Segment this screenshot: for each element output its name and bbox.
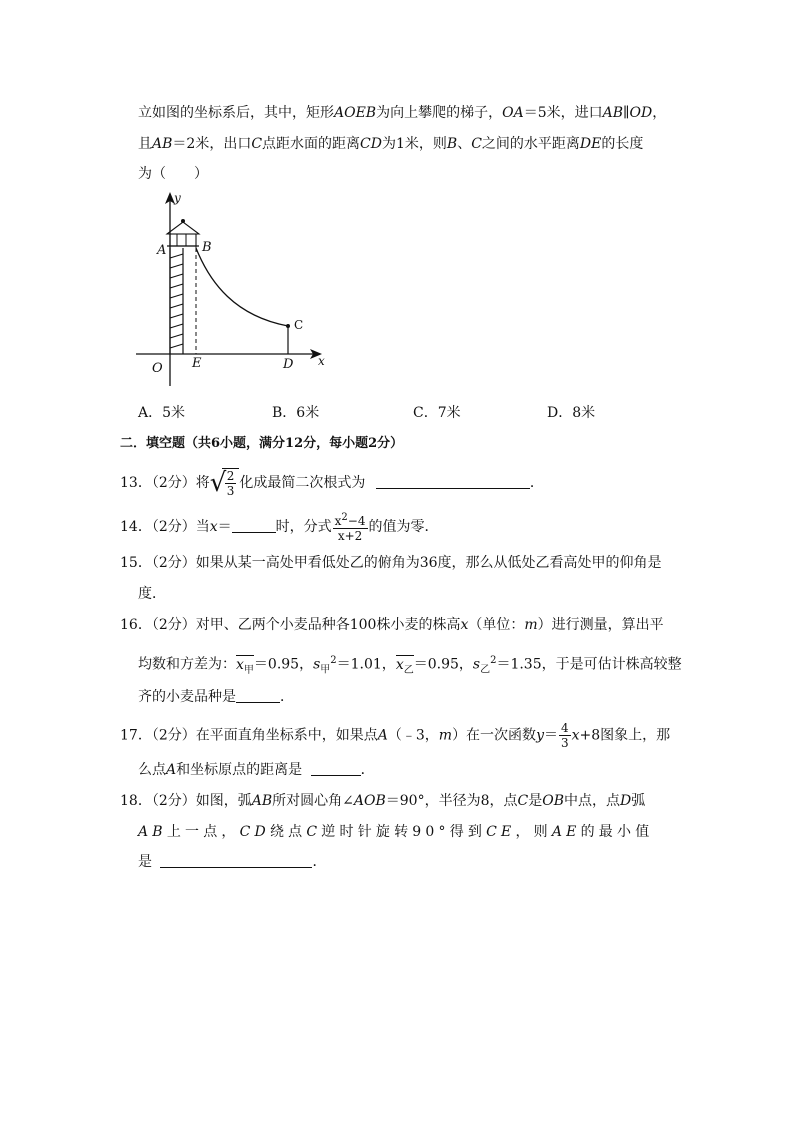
q16-text: ）进行测量，算出平 xyxy=(537,617,664,633)
q12-var: AOEB xyxy=(334,105,377,121)
ladder-figure xyxy=(130,188,340,388)
q16-var: s xyxy=(472,656,481,673)
option-d[interactable]: D．8米 xyxy=(547,405,596,421)
q17-text: ． xyxy=(360,762,375,778)
q17-text: 17．（2分）在平面直角坐标系中，如果点 xyxy=(120,727,378,744)
question-18-line1 xyxy=(120,791,645,811)
question-14 xyxy=(120,511,439,543)
q17-text: +8图象上，那 xyxy=(579,727,671,744)
q16-var: x xyxy=(236,656,244,673)
q17-var: x xyxy=(571,727,580,744)
q16-sup: 2 xyxy=(490,655,497,666)
label-x: x xyxy=(318,354,325,368)
q13-end: ． xyxy=(529,475,544,491)
q14-text: 时，分式 xyxy=(275,519,332,535)
frac-den: 3 xyxy=(560,736,569,750)
q18-var: CD xyxy=(239,824,270,840)
q18-var: D xyxy=(619,793,632,809)
q16-text: 16．（2分）对甲、乙两个小麦品种各100株小麦的株高 xyxy=(120,617,461,633)
q16-text: ＝0.95， xyxy=(413,656,473,673)
q18-text: 绕点 xyxy=(269,824,307,840)
q12-text: 之间的水平距离 xyxy=(481,136,580,152)
frac-den: 3 xyxy=(226,484,235,498)
q12-var: DE xyxy=(579,136,602,152)
frac-num: −4 xyxy=(347,514,366,528)
q18-text: 中点，点 xyxy=(563,793,620,809)
q18-var: AB xyxy=(251,793,273,809)
answer-blank-18[interactable] xyxy=(160,853,312,868)
question-16-line3 xyxy=(138,687,294,707)
frac-num: 4 xyxy=(560,721,569,735)
q18-text: 18．（2分）如图，弧 xyxy=(120,793,252,809)
q16-var: x xyxy=(460,617,469,633)
point-c xyxy=(286,324,290,328)
q13-suffix: 化成最简二次根式为 xyxy=(239,475,366,491)
q12-text: ＝5米，进口 xyxy=(523,105,603,121)
q12-var: OA xyxy=(502,105,524,121)
q16-text: （单位： xyxy=(468,617,525,633)
question-18-line3 xyxy=(138,852,326,872)
q12-line2 xyxy=(138,134,643,154)
label-a: A xyxy=(157,243,167,258)
option-b[interactable]: B．6米 xyxy=(272,405,320,421)
frac-num: x xyxy=(334,514,342,528)
q18-var: C xyxy=(306,824,322,840)
q12-var: AB xyxy=(152,136,173,152)
q16-text: ＝0.95， xyxy=(253,656,314,673)
q12-var: C xyxy=(471,136,482,152)
q17-text: 和坐标原点的距离是 xyxy=(176,762,303,778)
slide-curve xyxy=(196,248,288,326)
frac-num: 2 xyxy=(226,469,235,483)
label-b: B xyxy=(202,240,212,255)
q18-text: 的最小值 xyxy=(580,824,654,840)
q16-sup: 2 xyxy=(330,655,337,666)
answer-blank-14[interactable] xyxy=(232,518,276,533)
answer-blank-16[interactable] xyxy=(236,688,280,703)
q16-var: s xyxy=(313,656,321,673)
q12-text: 立如图的坐标系后，其中，矩形 xyxy=(138,105,334,121)
q16-sub: 甲 xyxy=(320,664,331,676)
q17-text: （﹣3， xyxy=(387,727,439,744)
q18-text: ，则 xyxy=(515,824,552,840)
label-e: E xyxy=(192,356,202,371)
q16-text: ＝1.01， xyxy=(336,656,396,673)
ladder-rungs xyxy=(170,254,183,348)
question-18-line2 xyxy=(138,822,653,842)
q18-text: 弧 xyxy=(631,793,646,809)
option-a[interactable]: A．5米 xyxy=(138,405,186,421)
xbar-jia xyxy=(236,655,254,676)
q12-line3: 为（ ） xyxy=(138,166,208,182)
q12-text: 、 xyxy=(457,136,472,152)
q18-text: 逆时针旋转90°得到 xyxy=(321,824,487,840)
q14-var: x xyxy=(209,519,218,535)
q17-var: A xyxy=(166,762,177,778)
q12-var: B xyxy=(446,136,458,152)
fraction xyxy=(559,721,571,750)
q12-text: 为1米，则 xyxy=(381,136,447,152)
label-d: D xyxy=(283,357,294,372)
q16-sub: 甲 xyxy=(243,664,254,676)
sqrt-expression: √ $\frac{2}{3}$ xyxy=(210,468,240,498)
q17-text: ＝ xyxy=(543,727,558,744)
answer-blank-13[interactable] xyxy=(376,474,530,489)
question-13 xyxy=(120,468,544,498)
q12-text: 为向上攀爬的梯子， xyxy=(376,105,503,121)
q17-text: 么点 xyxy=(138,762,166,778)
q18-text: 是 xyxy=(138,854,152,870)
q18-var: OB xyxy=(542,793,564,809)
q16-text: 均数和方差为： xyxy=(138,656,236,673)
q14-text: 的值为零． xyxy=(368,519,439,535)
q16-var: x xyxy=(395,656,404,673)
question-15-line2: 度． xyxy=(138,586,166,602)
q18-var: CE xyxy=(486,824,516,840)
question-17-line2 xyxy=(138,760,375,780)
q12-var: C xyxy=(251,136,263,152)
q12-text: 且 xyxy=(138,136,152,152)
q12-text: 点距水面的距离 xyxy=(262,136,361,152)
question-16-line2 xyxy=(138,651,682,680)
answer-blank-17[interactable] xyxy=(311,761,361,776)
q17-var: A xyxy=(377,727,388,744)
q18-text: 是 xyxy=(528,793,543,809)
q16-text: ． xyxy=(280,689,294,705)
option-c[interactable]: C．7米 xyxy=(413,405,461,421)
q18-text: ． xyxy=(312,854,327,870)
q18-var: AE xyxy=(551,824,581,840)
question-16-line1 xyxy=(120,615,664,635)
q16-var: m xyxy=(524,617,538,633)
question-15-line1: 15．（2分）如果从某一高处甲看低处乙的俯角为36度，那么从低处乙看高处甲的仰角是 xyxy=(120,555,662,571)
frac-exp: 2 xyxy=(341,512,348,523)
question-17-line1 xyxy=(120,721,670,750)
q17-text: ）在一次函数 xyxy=(452,727,537,744)
q12-var: CD xyxy=(360,136,382,152)
label-o: O xyxy=(152,361,163,376)
q18-text: 所对圆心角∠ xyxy=(272,793,354,809)
platform xyxy=(170,234,196,246)
q18-var: AOB xyxy=(353,793,386,809)
label-c: C xyxy=(294,318,304,332)
section-title: 二．填空题（共6小题，满分12分，每小题2分） xyxy=(120,436,404,451)
q18-text: ＝90°，半径为8，点 xyxy=(385,793,518,809)
fraction xyxy=(333,511,368,543)
q12-text: 的长度 xyxy=(601,136,644,152)
q12-text: ， xyxy=(652,105,667,121)
roof xyxy=(167,222,199,234)
q12-text: ＝2米，出口 xyxy=(172,136,252,152)
q14-text: 14．（2分）当 xyxy=(120,519,210,535)
q16-text: 齐的小麦品种是 xyxy=(138,689,236,705)
xbar-yi xyxy=(395,655,414,676)
frac-den: x+2 xyxy=(337,529,363,543)
q16-sub: 乙 xyxy=(403,664,414,676)
q16-sub: 乙 xyxy=(480,664,491,676)
q16-text: ＝1.35，于是可估计株高较整 xyxy=(496,656,682,673)
q13-prefix: 13．（2分）将 xyxy=(120,475,210,491)
q18-text: 上一点， xyxy=(166,824,240,840)
label-y: y xyxy=(174,191,181,205)
q18-var: C xyxy=(517,793,529,809)
q17-var: m xyxy=(438,727,453,744)
q12-var: AB∥OD xyxy=(602,105,653,121)
q18-var: AB xyxy=(138,824,167,840)
q12-line1 xyxy=(138,103,666,123)
q17-var: y xyxy=(536,727,544,744)
q14-text: ＝ xyxy=(217,519,232,535)
